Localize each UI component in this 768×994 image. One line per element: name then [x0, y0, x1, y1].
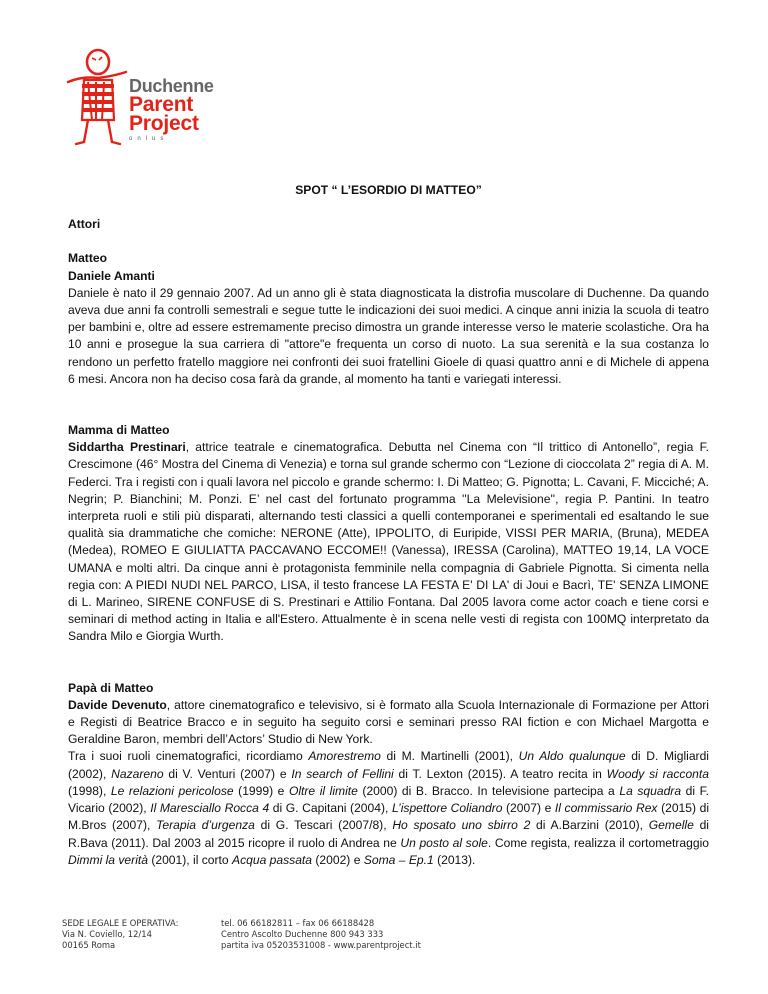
work-title: Soma – Ep.1 [363, 852, 434, 867]
footer-line: partita iva 05203531008 - www.parentproject.it [221, 939, 421, 950]
credit-text: di F. Vicario (2002), [68, 783, 709, 816]
credit-text: (2000) di B. Bracco. In televisione partecipa a [357, 783, 620, 798]
role-heading: Papà di Matteo [68, 680, 154, 695]
footer-line: SEDE LEGALE E OPERATIVA: [62, 918, 179, 928]
work-title: Il commissario Rex [554, 801, 658, 816]
document-title: SPOT “ L’ESORDIO DI MATTEO” [295, 183, 482, 197]
credit-text: di G. Tescari (2007/8), [254, 818, 393, 833]
actor-bio [68, 439, 709, 645]
actor-bio-text: , attore cinematografico e televisivo, si è formato alla Scuola Internazionale di Formazione per Attori e Registi di Beatrice Bracco e in seguito ha seguito corsi e seminari presso RAI fiction e con Michael Margotta e Geraldine Baron, membri dell’Actors’ Studio di New York. [68, 697, 709, 747]
spacer [68, 388, 709, 422]
credit-text: (2002) e [312, 852, 364, 867]
spacer [68, 646, 709, 680]
work-title: Un posto al sole [400, 835, 488, 850]
credit-text: (2001), il corto [147, 852, 232, 867]
actor-name: Siddartha Prestinari [68, 440, 186, 455]
credit-text: (2015) di M.Bros (2007), [68, 801, 710, 833]
credit-text: di D. Migliardi (2002), [68, 749, 709, 781]
work-title: Il Maresciallo Rocca 4 [150, 801, 270, 816]
logo-line-parent: Parent [129, 93, 194, 116]
work-title: Oltre il limite [288, 783, 358, 798]
section-heading-actors: Attori [68, 217, 101, 232]
actor-bio-credits [68, 748, 709, 868]
logo-line-project: Project [129, 112, 199, 135]
credit-text: di G. Capitani (2004), [269, 801, 392, 816]
work-title: Acqua passata [232, 852, 313, 867]
work-title: Ho sposato uno sbirro 2 [392, 818, 531, 833]
logo-line-onlus: onlus [129, 136, 169, 142]
credit-text: di M. Martinelli (2001), [380, 749, 519, 764]
credit-text: di T. Lexton (2015). A teatro recita in [393, 766, 607, 781]
actor-bio-text: , attrice teatrale e cinematografica. Debutta nel Cinema con “Il trittico di Antonello”, regia F. Crescimone (46° Mostra del Cinema di Venezia) e torna sul grande schermo con “Lezione di cioccolata 2” regia di A. M. Federci. Tra i registi con i quali lavora nel piccolo e grande schermo: I. Di Matteo; G. Pignotta; L. Cavani, F. Micciché; A. Negrin; P. Bianchini; M. Ponzi. E’ nel cast del fortunato programma ''La Melevisione'', regia P. Pantini. In teatro interpreta ruoli e stili più disparati, alternando testi classici a quelli contemporanei e sperimentali ed esaltando le sue qualità sia drammatiche che comiche: NERONE (Atte), IPPOLITO, di Euripide, VISSI PER MARIA, (Bruna), MEDEA (Medea), ROMEO E GIULIATTA PACCAVANO ECCOME!! (Vanessa), IRESSA (Carolina), MATTEO 19,14, LA VOCE UMANA e molti altri. Da cinque anni è protagonista femminile nella compagnia di Gabriele Pignotta. Si cimenta nella regia con: A PIEDI NUDI NEL PARCO, LISA, il testo francese LA FESTA E' DI LA' di Joui e Bacrì, TE' SENZA LIMONE di L. Marineo, SIRENE CONFUSE di S. Prestinari e Attilio Fontana. Dal 2005 lavora come actor coach e tiene corsi e seminari di method acting in Italia e all'Estero. Attualmente è in scena nelle vesti di regista con 100MQ interpretato da Sandra Milo e Giorgia Wurth. [68, 440, 709, 644]
work-title: La squadra [619, 783, 682, 798]
work-title: In search of Fellini [291, 766, 394, 781]
credit-text: (1998), [68, 783, 111, 798]
logo-wordmark [129, 77, 214, 142]
work-title: L’ispettore Coliandro [391, 801, 503, 816]
role-heading: Matteo [68, 251, 107, 266]
credit-text: . Come regista, realizza il cortometraggio [487, 835, 709, 850]
footer-address [62, 918, 178, 950]
work-title: Dimmi la verità [68, 852, 148, 867]
work-title: Un Aldo qualunque [518, 749, 626, 764]
credit-text: (1999) e [233, 783, 289, 798]
actor-block-matteo [68, 250, 709, 388]
footer-line: 00165 Roma [62, 939, 116, 950]
credit-text: (2007) e [502, 801, 555, 816]
child-figure-icon [62, 42, 132, 152]
work-title: Gemelle [648, 818, 694, 833]
work-title: Terapia d’urgenza [156, 818, 255, 833]
actor-name: Davide Devenuto [68, 697, 167, 712]
work-title: Le relazioni pericolose [110, 783, 234, 798]
document-body [68, 182, 709, 869]
credit-text: di R.Bava (2011). Dal 2003 al 2015 ricopre il ruolo di Andrea ne [68, 818, 709, 850]
actor-bio [68, 697, 709, 749]
organization-logo [62, 42, 212, 152]
credit-text: di V. Venturi (2007) e [163, 766, 292, 781]
footer-line: tel. 06 66182811 – fax 06 66188428 [221, 918, 375, 928]
credit-text: Tra i suoi ruoli cinematografici, ricordiamo [68, 749, 309, 764]
logo-line-duchenne: Duchenne [129, 76, 214, 96]
work-title: Woody si racconta [606, 766, 709, 781]
actor-name: Daniele Amanti [68, 268, 155, 283]
work-title: Nazareno [111, 766, 164, 781]
footer-contacts [221, 918, 421, 950]
work-title: Amorestremo [308, 749, 381, 764]
actor-block-mamma [68, 422, 709, 646]
credit-text: di A.Barzini (2010), [530, 818, 649, 833]
role-heading: Mamma di Matteo [68, 423, 170, 438]
actor-bio: Daniele è nato il 29 gennaio 2007. Ad un anno gli è stata diagnosticata la distrofia muscolare di Duchenne. Da quando aveva due anni fa controlli semestrali e segue tutte le indicazioni dei suoi medici. A cinque anni inizia la scuola di teatro per bambini e, oltre ad essere estremamente preciso dimostra un grande interesse verso le materie scolastiche. Ora ha 10 anni e prosegue la sua carriera di "attore"e frequenta un corso di nuoto. La sua serenità e la sua costanza lo rendono un perfetto fratello maggiore nei confronti dei suoi fratellini Gioele di quasi quattro anni e di Michele di appena 6 mesi. Ancora non ha deciso cosa farà da grande, al momento ha tanti e variegati interessi. [68, 285, 709, 386]
footer-line: Centro Ascolto Duchenne 800 943 333 [221, 928, 384, 939]
credit-text: (2013). [433, 852, 476, 867]
footer-line: Via N. Coviello, 12/14 [62, 928, 152, 939]
actor-block-papa [68, 680, 709, 869]
